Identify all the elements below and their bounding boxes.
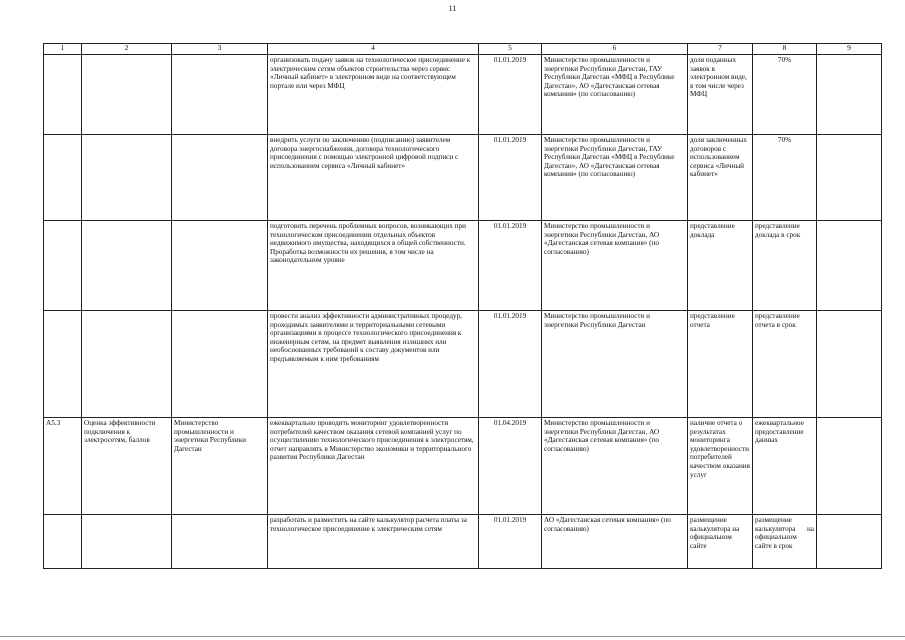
cell-target: представление доклада в срок (753, 221, 817, 311)
col-header: 4 (268, 44, 479, 55)
cell-target: представление отчета в срок (753, 311, 817, 418)
col-header: 2 (82, 44, 172, 55)
cell-note (817, 418, 882, 515)
col-header: 3 (172, 44, 268, 55)
page-number: 11 (448, 4, 457, 13)
cell-target: 70% (753, 135, 817, 221)
cell-responsible (172, 311, 268, 418)
cell-result: представление отчета (688, 311, 753, 418)
cell-executors: Министерство промышленности и энергетики Республики Дагестан, ГАУ Республики Дагестан «МФЦ в Республике Дагестан», АО «Дагестанская сетевая компания» (по согласованию) (542, 55, 688, 135)
cell-number (44, 135, 82, 221)
scan-edge-line (0, 636, 905, 637)
table-row (44, 515, 882, 569)
cell-executors: Министерство промышленности и энергетики Республики Дагестан, АО «Дагестанская сетевая компания» (по согласованию) (542, 221, 688, 311)
cell-date: 01.01.2019 (479, 135, 542, 221)
plan-table (43, 43, 882, 569)
cell-result: наличие отчета о результатах мониторинга удовлетворенности потребителей качеством оказания услуг (688, 418, 753, 515)
cell-result: размещение калькулятора на официальном сайте (688, 515, 753, 569)
cell-indicator (82, 55, 172, 135)
cell-responsible (172, 221, 268, 311)
cell-date: 01.01.2019 (479, 55, 542, 135)
cell-measure: подготовить перечень проблемных вопросов, возникающих при технологическом присоединении отдельных объектов недвижимого имущества, находящихся в общей собственности. Проработка возможности их решения, в том числе на законодательном уровне (268, 221, 479, 311)
col-header: 1 (44, 44, 82, 55)
col-header: 6 (542, 44, 688, 55)
table-row (44, 55, 882, 135)
cell-date: 01.01.2019 (479, 221, 542, 311)
cell-indicator (82, 311, 172, 418)
cell-responsible (172, 55, 268, 135)
cell-measure: разработать и разместить на сайте калькулятор расчета платы за технологическое присоединение к электрическим сетям (268, 515, 479, 569)
header-row (44, 44, 882, 55)
cell-measure: провести анализ эффективности административных процедур, проходимых заявителями и территориальными сетевыми организациями в процессе технологического присоединения к инженерным сетям, на предмет выявления излишних или необоснованных требований к составу документов или предъявляемым к ним требованиям (268, 311, 479, 418)
cell-measure: внедрить услуги по заключению (подписанию) заявителем договора энергоснабжения, договора технологического присоединения с помощью электронной цифровой подписи с использованием сервиса «Личный кабинет» (268, 135, 479, 221)
cell-executors: Министерство промышленности и энергетики Республики Дагестан, АО «Дагестанская сетевая компания» (по согласованию) (542, 418, 688, 515)
cell-target: ежеквартальное предоставление данных (753, 418, 817, 515)
cell-date: 01.01.2019 (479, 515, 542, 569)
cell-result: доля заключенных договоров с использованием сервиса «Личный кабинет» (688, 135, 753, 221)
cell-result: доля поданных заявок в электронном виде, в том числе через МФЦ (688, 55, 753, 135)
cell-date: 01.04.2019 (479, 418, 542, 515)
cell-number (44, 311, 82, 418)
cell-note (817, 311, 882, 418)
cell-target: 70% (753, 55, 817, 135)
cell-measure: ежеквартально проводить мониторинг удовлетворенности потребителей качеством оказания сетевой компанией услуг по осуществлению технологического присоединения к электросетям, отчет направлять в Министерство экономики и территориального развития Республики Дагестан (268, 418, 479, 515)
table-row (44, 418, 882, 515)
table-row (44, 311, 882, 418)
cell-note (817, 55, 882, 135)
cell-indicator (82, 515, 172, 569)
col-header: 5 (479, 44, 542, 55)
cell-number (44, 55, 82, 135)
cell-date: 01.01.2019 (479, 311, 542, 418)
cell-executors: Министерство промышленности и энергетики Республики Дагестан, ГАУ Республики Дагестан «МФЦ в Республике Дагестан», АО «Дагестанская сетевая компания» (по согласованию) (542, 135, 688, 221)
cell-note (817, 515, 882, 569)
col-header: 8 (753, 44, 817, 55)
cell-executors: АО «Дагестанская сетевая компания» (по согласованию) (542, 515, 688, 569)
cell-note (817, 135, 882, 221)
table-row (44, 221, 882, 311)
cell-note (817, 221, 882, 311)
cell-measure: организовать подачу заявок на технологическое присоединение к электрическим сетям объектов строительства через сервис «Личный кабинет» в электронном виде на соответствующем портале или через МФЦ (268, 55, 479, 135)
cell-number (44, 515, 82, 569)
cell-indicator: Оценка эффективности подключения к электросетям, баллов (82, 418, 172, 515)
col-header: 7 (688, 44, 753, 55)
cell-responsible (172, 135, 268, 221)
cell-target: размещение калькулятора на официальном сайте в срок (753, 515, 817, 569)
cell-number (44, 221, 82, 311)
cell-indicator (82, 135, 172, 221)
cell-indicator (82, 221, 172, 311)
col-header: 9 (817, 44, 882, 55)
table-row (44, 135, 882, 221)
cell-executors: Министерство промышленности и энергетики Республики Дагестан (542, 311, 688, 418)
cell-number: A5.3 (44, 418, 82, 515)
cell-result: представление доклада (688, 221, 753, 311)
cell-responsible: Министерство промышленности и энергетики Республики Дагестан (172, 418, 268, 515)
cell-responsible (172, 515, 268, 569)
